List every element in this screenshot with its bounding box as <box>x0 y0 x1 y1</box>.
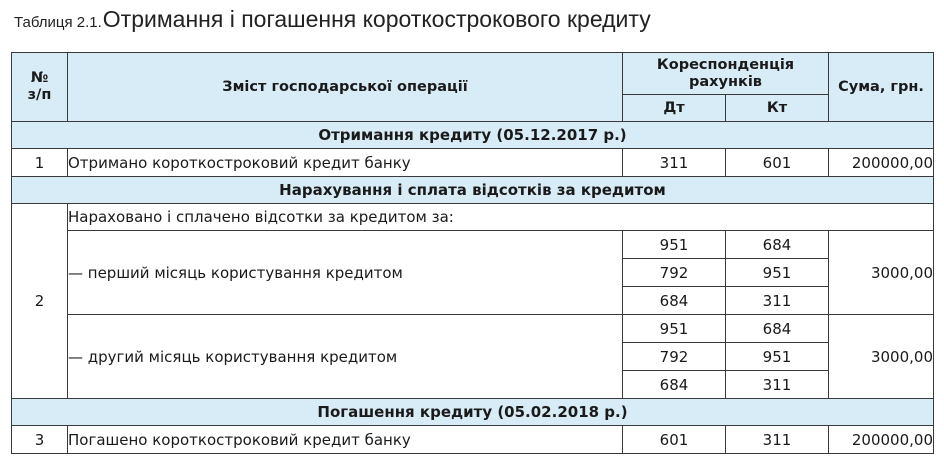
debit-account: 792 <box>623 343 726 371</box>
credit-account: 601 <box>726 149 829 177</box>
debit-account: 792 <box>623 259 726 287</box>
table-row <box>12 204 934 231</box>
credit-account: 311 <box>726 426 829 454</box>
credit-account: 951 <box>726 343 829 371</box>
credit-account: 311 <box>726 287 829 315</box>
table-row <box>12 231 934 259</box>
row-number: 1 <box>12 149 68 177</box>
section-title-receipt: Отримання кредиту (05.12.2017 р.) <box>12 122 934 149</box>
debit-account: 684 <box>623 371 726 399</box>
amount-value: 3000,00 <box>829 231 934 315</box>
table-caption <box>14 6 651 36</box>
credit-account: 684 <box>726 231 829 259</box>
header-debit: Дт <box>623 95 726 122</box>
header-credit: Кт <box>726 95 829 122</box>
row-number: 2 <box>12 204 68 399</box>
debit-account: 951 <box>623 315 726 343</box>
debit-account: 601 <box>623 426 726 454</box>
credit-account: 951 <box>726 259 829 287</box>
header-correspondence-label: Кореспонденція рахунків <box>656 56 795 90</box>
section-row-interest <box>12 177 934 204</box>
debit-account: 311 <box>623 149 726 177</box>
section-title-repayment: Погашення кредиту (05.02.2018 р.) <box>12 399 934 426</box>
row-number: 3 <box>12 426 68 454</box>
debit-account: 951 <box>623 231 726 259</box>
section-row-repayment <box>12 399 934 426</box>
amount-value: 200000,00 <box>829 426 934 454</box>
operation-subtext-month2: — другий місяць користування кредитом <box>68 315 623 399</box>
operation-intro-text: Нараховано і сплачено відсотки за кредитом за: <box>68 204 934 231</box>
header-number-label: № з/п <box>27 70 52 103</box>
header-row-top <box>12 53 934 95</box>
debit-account: 684 <box>623 287 726 315</box>
section-title-interest: Нарахування і сплата відсотків за кредитом <box>12 177 934 204</box>
header-content: Зміст господарської операції <box>68 53 623 122</box>
amount-value: 200000,00 <box>829 149 934 177</box>
table-title: Отримання і погашення короткострокового кредиту <box>102 6 651 32</box>
accounting-table <box>11 52 934 454</box>
header-amount: Сума, грн. <box>829 53 934 122</box>
operation-text: Погашено короткостроковий кредит банку <box>68 426 623 454</box>
table-row <box>12 315 934 343</box>
credit-account: 684 <box>726 315 829 343</box>
credit-account: 311 <box>726 371 829 399</box>
table-row <box>12 149 934 177</box>
table-row <box>12 426 934 454</box>
operation-subtext-month1: — перший місяць користування кредитом <box>68 231 623 315</box>
table-number-label: Таблиця 2.1. <box>14 14 102 31</box>
operation-text: Отримано короткостроковий кредит банку <box>68 149 623 177</box>
header-number <box>12 53 68 122</box>
section-row-receipt <box>12 122 934 149</box>
header-correspondence <box>623 53 829 95</box>
amount-value: 3000,00 <box>829 315 934 399</box>
